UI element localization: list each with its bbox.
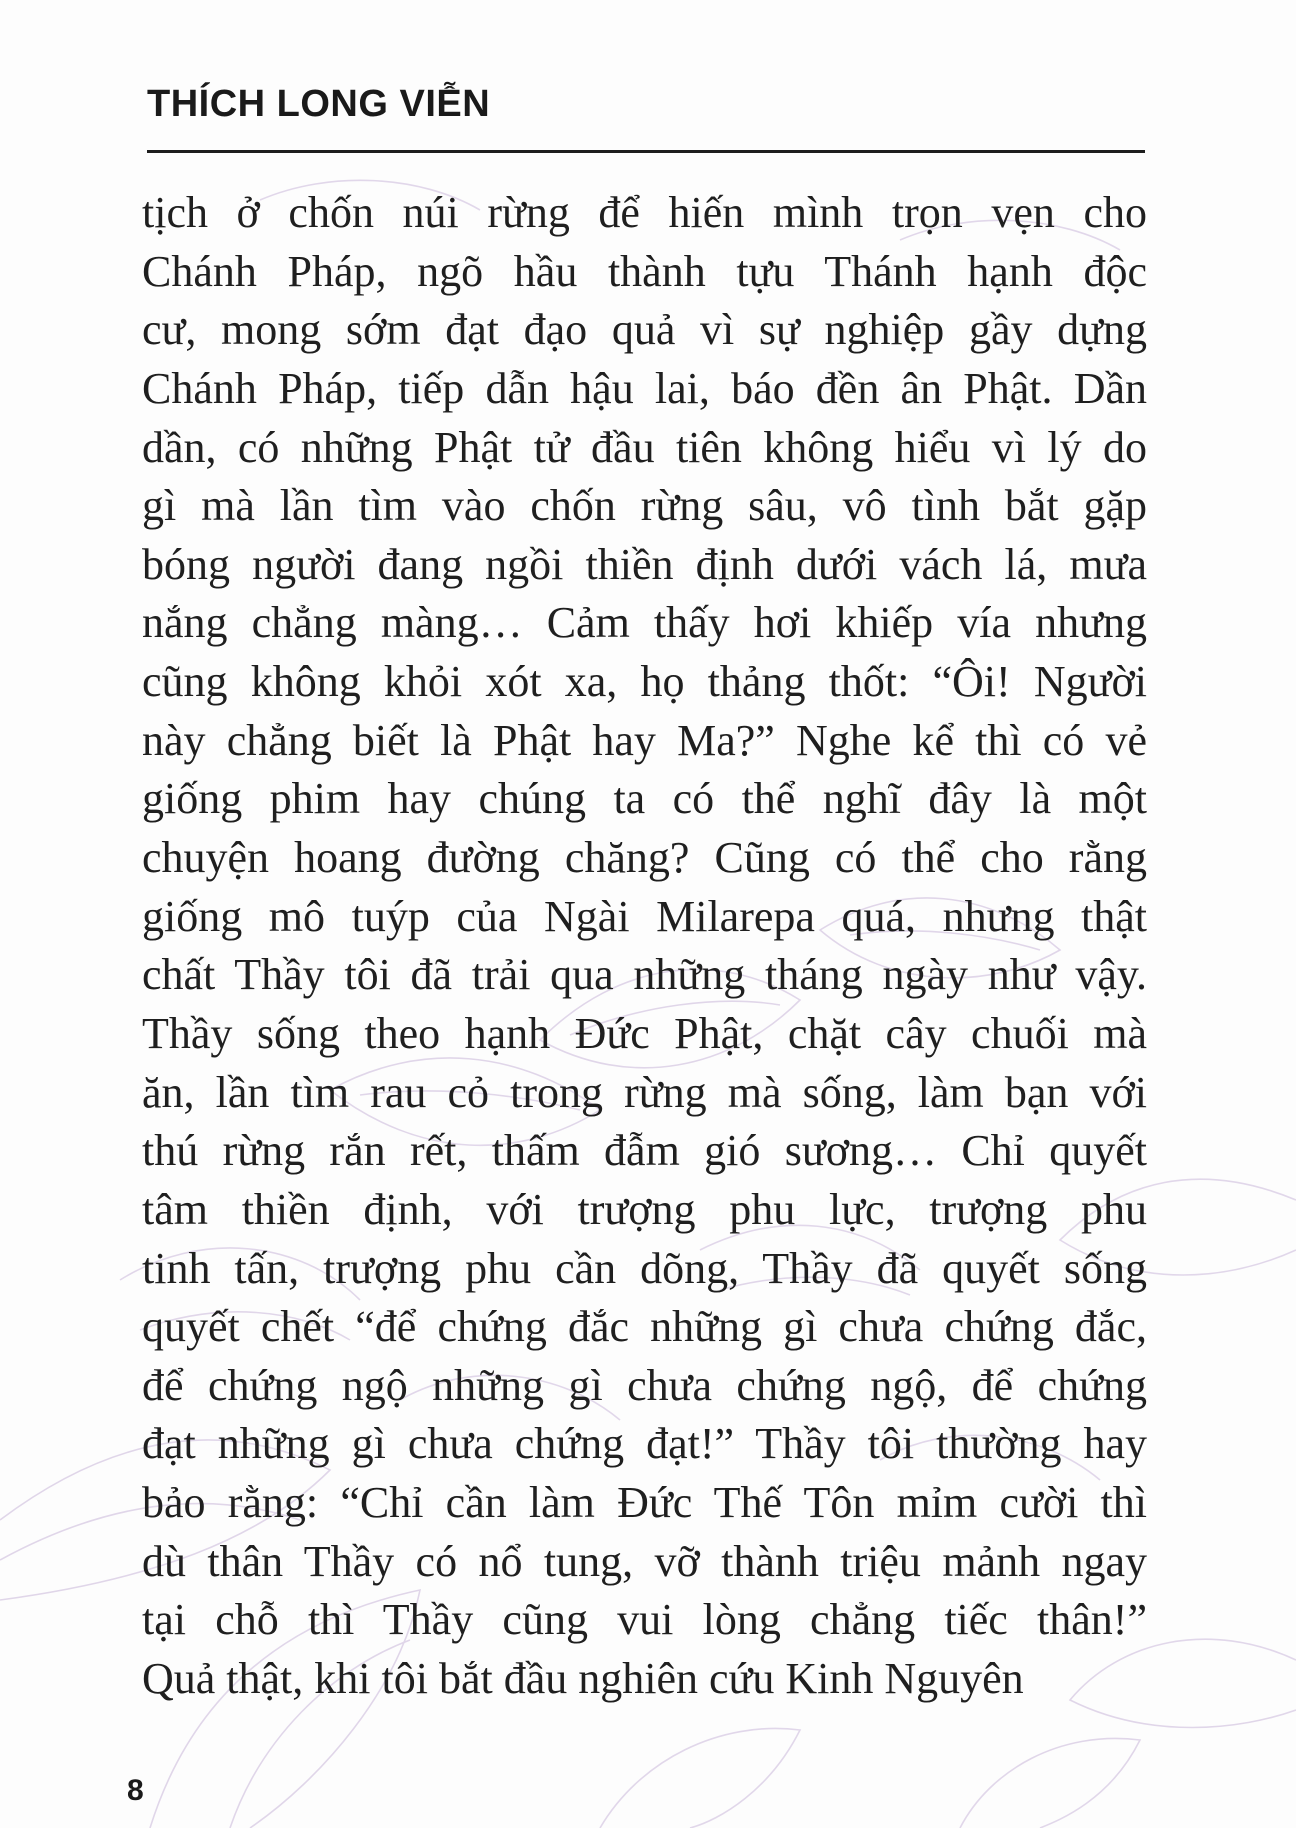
text-line: cũng không khỏi xót xa, họ thảng thốt: “Ôi! Người	[142, 657, 1147, 707]
body-paragraph	[142, 184, 1147, 1709]
text-line: chuyện hoang đường chăng? Cũng có thể cho rằng	[142, 833, 1147, 883]
text-line: để chứng ngộ những gì chưa chứng ngộ, để chứng	[142, 1360, 1147, 1410]
header-rule-divider	[147, 150, 1145, 153]
text-line: cư, mong sớm đạt đạo quả vì sự nghiệp gầy dựng	[142, 305, 1147, 355]
text-line: bóng người đang ngồi thiền định dưới vách lá, mưa	[142, 539, 1147, 589]
text-line: Chánh Pháp, tiếp dẫn hậu lai, báo đền ân Phật. Dần	[142, 363, 1147, 413]
page-number: 8	[127, 1774, 144, 1807]
text-line: dần, có những Phật tử đầu tiên không hiểu vì lý do	[142, 422, 1147, 472]
text-line: nắng chẳng màng… Cảm thấy hơi khiếp vía nhưng	[142, 598, 1147, 648]
text-line: dù thân Thầy có nổ tung, vỡ thành triệu mảnh ngay	[142, 1536, 1147, 1586]
text-line: đạt những gì chưa chứng đạt!” Thầy tôi thường hay	[142, 1419, 1147, 1469]
text-line: tịch ở chốn núi rừng để hiến mình trọn vẹn cho	[142, 188, 1147, 237]
text-line: giống phim hay chúng ta có thể nghĩ đây là một	[142, 774, 1147, 824]
text-line: ăn, lần tìm rau cỏ trong rừng mà sống, làm bạn với	[142, 1067, 1147, 1117]
running-header-title: THÍCH LONG VIỄN	[147, 83, 491, 125]
text-line: bảo rằng: “Chỉ cần làm Đức Thế Tôn mỉm cười thì	[142, 1478, 1147, 1528]
text-line: thú rừng rắn rết, thấm đẫm gió sương… Chỉ quyết	[142, 1126, 1147, 1176]
text-line: tinh tấn, trượng phu cần dõng, Thầy đã quyết sống	[142, 1243, 1147, 1293]
text-line: tại chỗ thì Thầy cũng vui lòng chẳng tiếc thân!”	[142, 1595, 1147, 1645]
text-line: Thầy sống theo hạnh Đức Phật, chặt cây chuối mà	[142, 1008, 1147, 1058]
text-line: chất Thầy tôi đã trải qua những tháng ngày như vậy.	[142, 950, 1147, 1000]
text-line: Chánh Pháp, ngõ hầu thành tựu Thánh hạnh độc	[142, 246, 1147, 296]
text-line: Quả thật, khi tôi bắt đầu nghiên cứu Kinh Nguyên	[142, 1654, 1024, 1704]
text-line: giống mô tuýp của Ngài Milarepa quá, nhưng thật	[142, 891, 1147, 941]
text-line: tâm thiền định, với trượng phu lực, trượng phu	[142, 1184, 1147, 1234]
text-line: này chẳng biết là Phật hay Ma?” Nghe kể thì có vẻ	[142, 715, 1147, 765]
text-line: gì mà lần tìm vào chốn rừng sâu, vô tình bắt gặp	[142, 481, 1147, 531]
text-line: quyết chết “để chứng đắc những gì chưa chứng đắc,	[142, 1302, 1147, 1352]
